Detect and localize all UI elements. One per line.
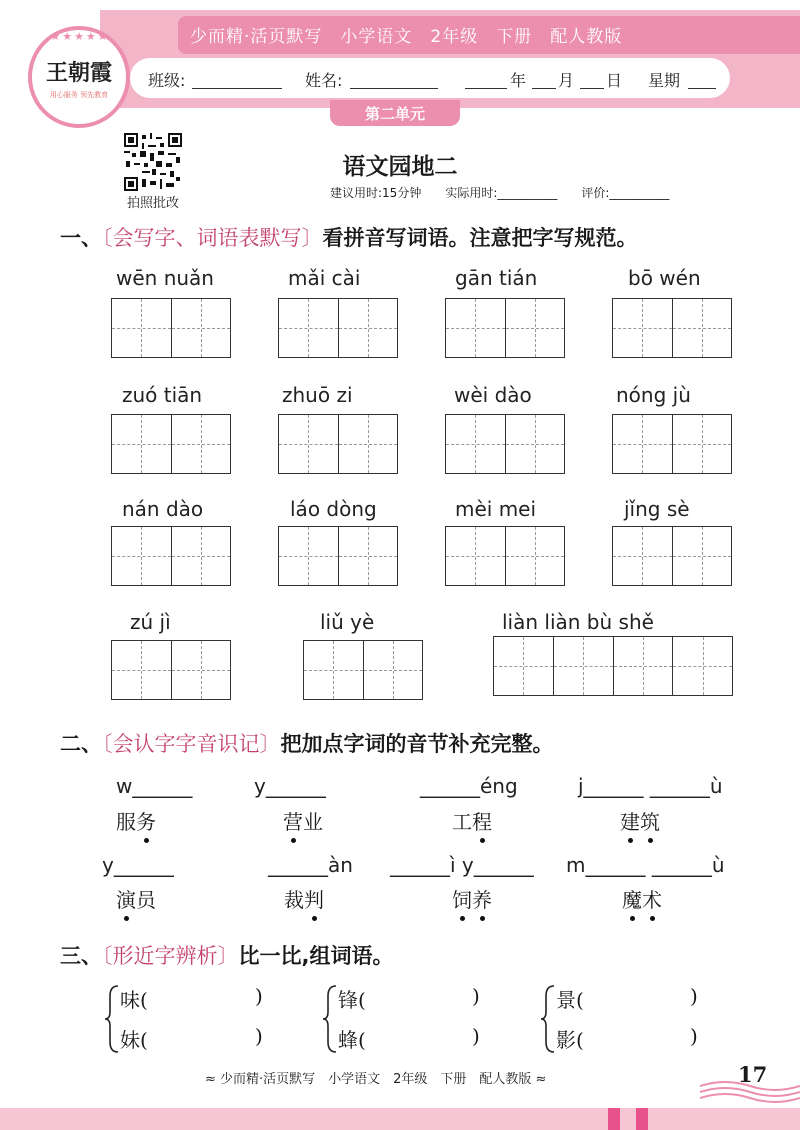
pinyin-blank[interactable]: ______àn — [268, 853, 353, 877]
logo-slogan: 用心服务 领先教育 — [49, 91, 109, 99]
compare-char: 蜂( — [338, 1028, 366, 1052]
writing-grid[interactable] — [111, 298, 231, 358]
writing-grid[interactable] — [612, 414, 732, 474]
close-paren: ) — [255, 1024, 263, 1048]
section-2-title — [60, 728, 554, 758]
section-number: 二、 — [60, 732, 102, 756]
unit-label: 第二单元 — [364, 105, 425, 123]
week-field[interactable] — [688, 88, 716, 89]
writing-grid[interactable] — [445, 526, 565, 586]
section-tag: 〔会认字字音识记〕 — [102, 732, 281, 756]
section-instruction: 看拼音写词语。注意把字写规范。 — [322, 226, 638, 250]
word: 裁判 — [284, 888, 324, 912]
qr-code-icon[interactable] — [124, 133, 182, 191]
logo-name: 王朝霞 — [45, 60, 112, 86]
pinyin-label: jǐng sè — [624, 497, 690, 521]
pinyin-blank[interactable]: ______ì y______ — [390, 853, 534, 877]
word: 服务 — [116, 810, 156, 834]
section-number: 三、 — [60, 944, 102, 968]
pinyin-label: zhuō zi — [282, 383, 353, 407]
close-paren: ) — [255, 984, 263, 1008]
pinyin-label: gān tián — [455, 266, 538, 290]
compare-char: 锋( — [338, 988, 366, 1012]
pinyin-label: wèi dào — [454, 383, 532, 407]
pinyin-label: nóng jù — [616, 383, 691, 407]
close-paren: ) — [690, 1024, 698, 1048]
writing-grid[interactable] — [612, 298, 732, 358]
pinyin-label: mǎi cài — [288, 266, 361, 290]
qr-label: 拍照批改 — [126, 196, 179, 211]
section-tag: 〔形近字辨析〕 — [102, 944, 239, 968]
writing-grid[interactable] — [278, 526, 398, 586]
pinyin-label: nán dào — [122, 497, 204, 521]
year-field[interactable] — [465, 88, 507, 89]
writing-grid[interactable] — [612, 526, 732, 586]
section-tag: 〔会写字、词语表默写〕 — [102, 226, 323, 250]
page-title: 语文园地二 — [342, 154, 458, 180]
brace-icon — [540, 984, 556, 1054]
pinyin-label: bō wén — [628, 266, 701, 290]
pinyin-label: láo dòng — [290, 497, 377, 521]
pinyin-label: liǔ yè — [320, 610, 375, 634]
year-label: 年 — [510, 71, 527, 90]
compare-char: 味( — [120, 988, 148, 1012]
pinyin-label: zú jì — [130, 610, 171, 634]
writing-grid[interactable] — [445, 414, 565, 474]
close-paren: ) — [690, 984, 698, 1008]
section-instruction: 把加点字词的音节补充完整。 — [280, 732, 554, 756]
section-3-title — [60, 940, 393, 970]
footer-series: ≈ 少而精·活页默写 小学语文 2年级 下册 配人教版 ≈ — [205, 1072, 547, 1087]
compare-char: 影( — [556, 1028, 584, 1052]
close-paren: ) — [472, 1024, 480, 1048]
name-label: 姓名: — [305, 71, 343, 90]
page-number: 17 — [738, 1062, 768, 1087]
logo-stars-icon: ★★★★★ — [50, 30, 110, 43]
writing-grid[interactable] — [493, 636, 733, 696]
writing-grid[interactable] — [278, 414, 398, 474]
writing-grid[interactable] — [111, 414, 231, 474]
pinyin-label: zuó tiān — [122, 383, 203, 407]
month-field[interactable] — [532, 88, 556, 89]
compare-char: 景( — [556, 988, 584, 1012]
pinyin-label: liàn liàn bù shě — [502, 610, 654, 634]
pinyin-blank[interactable]: m______ ______ù — [566, 853, 725, 877]
word: 工程 — [452, 810, 492, 834]
pinyin-blank[interactable]: y______ — [254, 774, 326, 798]
close-paren: ) — [472, 984, 480, 1008]
student-info-bar — [130, 58, 730, 98]
pinyin-blank[interactable]: ______éng — [420, 774, 518, 798]
pinyin-blank[interactable]: y______ — [102, 853, 174, 877]
section-instruction: 比一比,组词语。 — [238, 944, 394, 968]
word: 演员 — [116, 888, 156, 912]
section-1-title — [60, 222, 638, 252]
pinyin-blank[interactable]: w______ — [116, 774, 193, 798]
bottom-stripe — [608, 1108, 620, 1130]
writing-grid[interactable] — [303, 640, 423, 700]
series-title: 少而精·活页默写 小学语文 2年级 下册 配人教版 — [190, 27, 623, 47]
word: 饲养 — [452, 888, 492, 912]
brace-icon — [104, 984, 120, 1054]
compare-char: 妹( — [120, 1028, 148, 1052]
class-field[interactable] — [192, 88, 282, 89]
word: 建筑 — [620, 810, 660, 834]
bottom-band — [0, 1108, 800, 1130]
week-label: 星期 — [648, 71, 681, 90]
month-label: 月 — [558, 71, 575, 90]
day-field[interactable] — [580, 88, 604, 89]
pinyin-blank[interactable]: j______ ______ù — [578, 774, 723, 798]
word: 魔术 — [622, 888, 662, 912]
pinyin-label: wēn nuǎn — [116, 266, 214, 290]
writing-grid[interactable] — [111, 640, 231, 700]
brace-icon — [322, 984, 338, 1054]
word: 营业 — [283, 810, 323, 834]
pinyin-label: mèi mei — [455, 497, 537, 521]
writing-grid[interactable] — [445, 298, 565, 358]
writing-grid[interactable] — [278, 298, 398, 358]
section-number: 一、 — [60, 226, 102, 250]
name-field[interactable] — [350, 88, 438, 89]
time-info: 建议用时:15分钟 实际用时:__________ 评价:__________ — [330, 186, 670, 200]
writing-grid[interactable] — [111, 526, 231, 586]
day-label: 日 — [606, 71, 623, 90]
class-label: 班级: — [148, 71, 186, 90]
bottom-stripe — [636, 1108, 648, 1130]
